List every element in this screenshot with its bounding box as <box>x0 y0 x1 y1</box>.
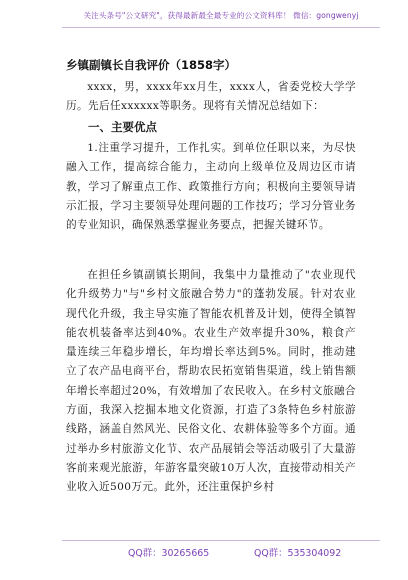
document-title: 乡镇副镇长自我评价（1858字） <box>66 58 237 72</box>
intro-paragraph: xxxx，男，xxxx年xx月生，xxxx人，省委党校大学学历。先后任xxxxxx等职务。现将有关情况总结如下： <box>66 81 356 113</box>
footer-qq-group-1: QQ群：30265665 <box>128 548 210 559</box>
paragraph-study: 1.注重学习提升，工作扎实。到单位任职以来，为尽快融入工作，提高综合能力，主动向上级单位及周边区市请教，学习了解重点工作、政策推行方向；积极向主要领导请示汇报，学习主要领导处理问题的工作技巧；学习分管业务的专业知识，确保熟悉掌握业务要点，把握关键环节。 <box>66 142 356 232</box>
footer-divider <box>62 540 380 541</box>
footer-qq-group-2: QQ群：535304092 <box>254 548 342 559</box>
paragraph-achievements: 在担任乡镇副镇长期间，我集中力量推动了"农业现代化升级势力"与"乡村文旅融合势力"的蓬勃发展。针对农业现代化升级，我主导实施了智能农机普及计划，使得全镇智能农机装备率达到40%。农业生产效率提升30%，粮食产量连续三年稳步增长，年均增长率达到5%。同时，推动建立了农产品电商平台，帮助农民拓宽销售渠道，线上销售额年增长率超过20%，有效增加了农民收入。在乡村文旅融合方面，我深入挖掘本地文化资源，打造了3条特色乡村旅游线路，涵盖自然风光、民俗文化、农耕体验等多个方面。通过举办乡村旅游文化节、农产品展销会等活动吸引了大量游客前来观光旅游，年游客量突破10万人次，直接带动相关产业收入近500万元。此外，还注重保护乡村 <box>66 269 356 494</box>
header-divider <box>62 27 380 28</box>
section-heading-strengths: 一、主要优点 <box>88 120 157 134</box>
header-promo-note: 关注头条号"公文研究"，获得最新最全最专业的公文资料库！ 微信：gongwenyj <box>83 11 359 20</box>
